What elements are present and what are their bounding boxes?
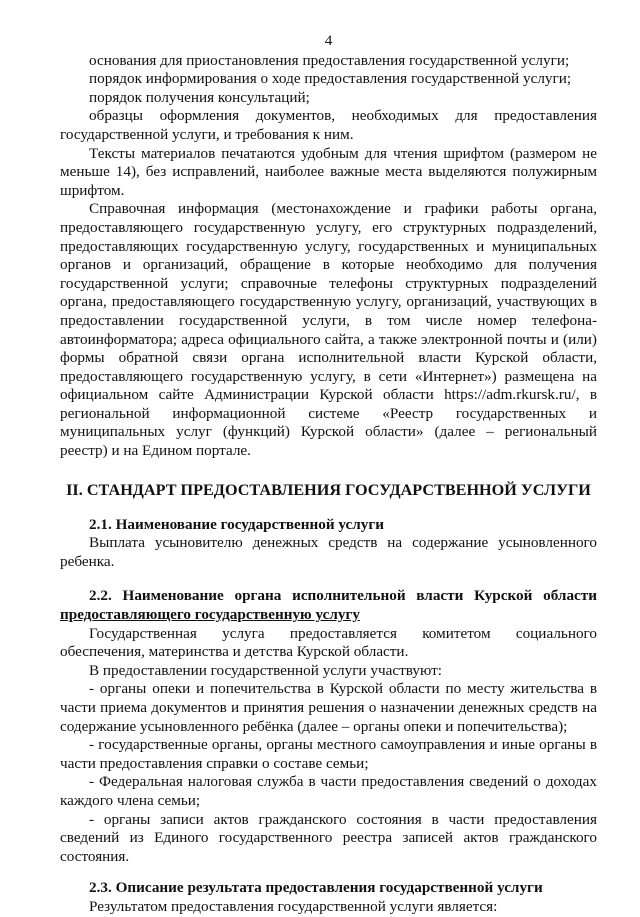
section-2-2-text: Государственная услуга предоставляется комитетом социального обеспечения, материнства и детства Курской области. (60, 624, 597, 661)
participant-item: - Федеральная налоговая служба в части предоставления сведений о доходах каждого члена семьи; (60, 773, 597, 809)
paragraph-reference-info: Справочная информация (местонахождение и графики работы органа, предоставляющего государственную услугу, его структурных подразделений, предоставляющих государственную услугу, государственных и муниципальных органов и организаций, обращение в которые необходимо для получения государственной услуги; справочные телефоны структурных подразделений органа, предоставляющего государственную услугу, организаций, участвующих в предоставлении государственной услуги, в том числе номер телефона-автоинформатора; адреса официального сайта, а также электронной почты и (или) формы обратной связи органа исполнительной власти Курской области, предоставляющего государственную услугу, в сети «Интернет») размещена на официальном сайте Администрации Курской области https://adm.rkursk.ru/, в региональной информационной системе «Реестр государственных и муниципальных услуг (функций) Курской области» (далее – региональный реестр) и на Едином портале. (60, 200, 597, 460)
list-item: порядок информирования о ходе предоставления государственной услуги; (89, 70, 572, 88)
section-2-2-heading-underlined: предоставляющего государственную услугу (60, 606, 360, 624)
list-item: порядок получения консультаций; (89, 88, 310, 106)
participant-item: - органы опеки и попечительства в Курской области по месту жительства в части приема документов и принятия решения о назначении денежных средств на содержание усыновленного ребёнка (далее – органы опеки и попечительства); (60, 680, 597, 735)
participant-item: - государственные органы, органы местного самоуправления и иные органы в части предоставления справки о составе семьи; (60, 736, 597, 772)
section-2-3-text: Результатом предоставления государственной услуги является: (89, 897, 498, 915)
participant-item: - органы записи актов гражданского состояния в части предоставления сведений из Единого государственного реестра записей актов гражданского состояния. (60, 810, 597, 865)
paragraph-text-font: Тексты материалов печатаются удобным для чтения шрифтом (размером не меньше 14), без исправлений, наиболее важные места выделяются полужирным шрифтом. (60, 144, 597, 199)
list-item: основания для приостановления предоставления государственной услуги; (89, 51, 570, 69)
section-2-1-text: Выплата усыновителю денежных средств на содержание усыновленного ребенка. (60, 534, 597, 570)
section-2-3-heading: 2.3. Описание результата предоставления государственной услуги (89, 879, 543, 897)
section-2-1-heading: 2.1. Наименование государственной услуги (89, 515, 385, 533)
section-2-2-heading (60, 587, 597, 624)
document-page (60, 32, 597, 917)
list-item: образцы оформления документов, необходимых для предоставления государственной услуги, и требования к ним. (60, 107, 597, 143)
section-title: II. СТАНДАРТ ПРЕДОСТАВЛЕНИЯ ГОСУДАРСТВЕННОЙ УСЛУГИ (66, 480, 591, 499)
section-2-2-heading-main: 2.2. Наименование органа исполнительной власти Курской области (89, 587, 597, 605)
page-number: 4 (324, 32, 333, 49)
participants-intro: В предоставлении государственной услуги участвуют: (89, 661, 442, 679)
